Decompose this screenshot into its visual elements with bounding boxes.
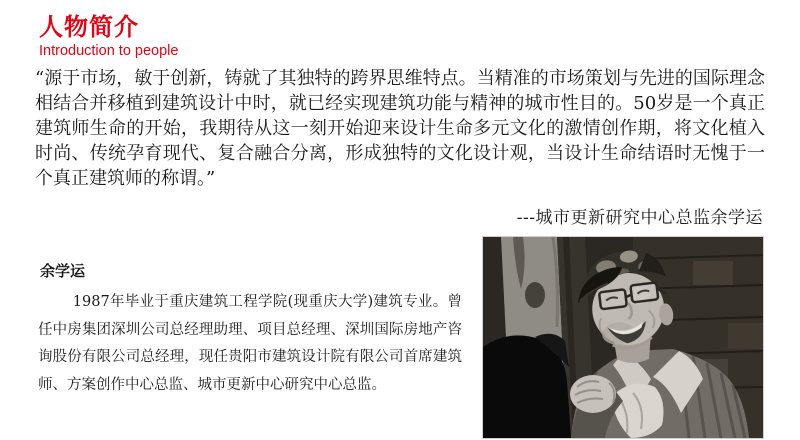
portrait-photo [482,236,764,439]
quote-attribution: ---城市更新研究中心总监余学运 [516,208,763,228]
slide-header [39,13,178,60]
page-subtitle: Introduction to people [39,43,179,59]
page-title: 人物简介 [39,14,139,41]
person-bio: 1987年毕业于重庆建筑工程学院(现重庆大学)建筑专业。曾任中房集团深圳公司总经理助理、项目总经理、深圳国际房地产咨询股份有限公司总经理，现任贵阳市建筑设计院有限公司首席建筑师、方案创作中心总监、城市更新中心研究中心总监。 [38,294,462,393]
person-name: 余学运 [40,262,86,280]
portrait-photo-image [483,237,763,438]
quote-text: “源于市场，敏于创新，铸就了其独特的跨界思维特点。当精准的市场策划与先进的国际理念相结合并移植到建筑设计中时，就已经实现建筑功能与精神的城市性目的。50岁是一个真正建筑师生命的开始，我期待从这一刻开始迎来设计生命多元文化的激情创作期，将文化植入时尚、传统孕育现代、复合融合分离，形成独特的文化设计观，当设计生命结语时无愧于一个真正建筑师的称谓。” [35,68,765,189]
